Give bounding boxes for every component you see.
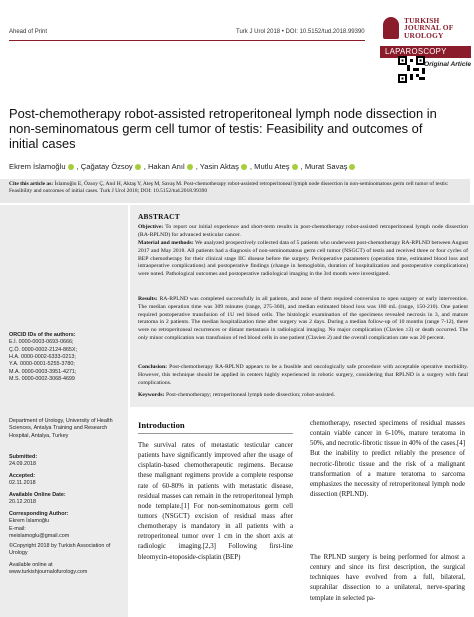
intro-column-1: The survival rates of metastatic testicular cancer patients have significantly improved after the usage of cisplatin-based chemotherapeutic regimens. Because these malignant regimens provide a complete response rate of 60-80% in patients with metastatic disease, residual masses can remain in the retroperitoneal lymph node template.[1] For non-seminomatous germ cell tumors (NSGCT) excision of residual mass after chemotherapy is mandatory in all patients with a retroperitoneal tumor over 1 cm in the short axis at radiologic imaging.[2,3] Following first-line bleomycin-etoposide-cisplatin (BEP): [138, 442, 293, 561]
cite-label: Cite this article as:: [9, 181, 54, 187]
abstract-objective: [138, 224, 468, 240]
logo-line-1: TURKISH: [404, 15, 440, 25]
available-section: [9, 492, 125, 507]
copyright: ©Copyright 2018 by Turkish Association of Urology: [9, 543, 111, 557]
abstract-methods: [138, 240, 468, 279]
ahead-of-print-label: Ahead of Print: [9, 29, 48, 35]
logo-shield-icon: [380, 15, 402, 41]
introduction-rule: [138, 433, 293, 434]
intro-column-2-para-1: chemotherapy, resected specimens of residual masses contain viable cancer in 6-10%, mature teratoma in 50%, and necrotic-fibrotic tissue in 40% of the cases.[4] But the inability to predict reliably the presence of necrotic-fibrotic tissue and the risk of a malignant transformation of a mature teratoma to sarcoma emphasizes the necessity of retroperitoneal lymph node dissection (RPLND).: [310, 420, 465, 498]
submitted-date: 24.09.2018: [9, 461, 36, 468]
orcid-icon[interactable]: [187, 164, 193, 170]
online-label: Available online at: [9, 562, 53, 568]
methods-text: We analyzed prospectively collected data of 5 patients who underwent post-chemotherapy RA-RPLND between August 2017 and May 2018. All patients had a diagnosis of non-seminomatous germ cell tumor (NSGCT) of testis and received three or four cycles of BEP chemotherapy for their clinical stage IIC disease before the surgery. Perioperative parameters (operation time, estimated blood loss and intraoperative complications) and postoperative findings (change in hemoglobin, duration of hospitalization and postoperative complications) were noted. Pathological outcomes and postoperative radiological imaging in the 3rd month were investigated.: [138, 240, 468, 277]
journal-logo: [380, 12, 469, 44]
orcid-icon[interactable]: [241, 164, 247, 170]
cite-text: İslamoğlu E, Özsoy Ç, Anıl H, Aktaş Y, Ateş M, Savaş M. Post-chemotherapy robot-assisted retroperitoneal lymph node dissection in non-seminomatous germ cell tumor of testis: Feasibility and outcomes of initial cases. Turk J Urol 2018; DOI: 10.5152/tud.2018.99390: [9, 181, 449, 195]
author-name: Ekrem İslamoğlu: [9, 162, 66, 171]
abstract-results: [138, 296, 468, 343]
abstract-keywords: [138, 392, 468, 400]
header-rule: [9, 40, 365, 41]
submitted-label: Submitted:: [9, 454, 38, 460]
orcid-line: E.İ. 0000-0003-0693-0666;: [9, 339, 74, 346]
corresponding-label: Corresponding Author:: [9, 511, 69, 517]
online-section: [9, 562, 125, 577]
orcid-icon[interactable]: [292, 164, 298, 170]
orcid-icon[interactable]: [135, 164, 141, 170]
available-date: 20.12.2018: [9, 499, 36, 506]
author-name: Mutlu Ateş: [254, 162, 290, 171]
results-text: RA-RPLND was completed successfully in all patients, and none of them required conversion to open surgery or early intervention. The median operation time was 309 minutes (range, 275-360), and median estimated blood loss was 180 mL (range, 150-210). One patient required postoperative transfusion of 1U red blood cells. The histologic examination of the specimens revealed necrosis in 3, and mature teratoma in 2 patients. The median hospitalization time after surgery was 2 days. During a median follow-up of 10 months (range 7-12), there were no retroperitoneal recurrences or distant metastasis in radiological imaging. No major complication (Clavien ≥3) or death occurred. The only minor complication was transfusion of red blood cells in one patient (Clavien 2) and the overall complication rate was 20 percent.: [138, 296, 469, 341]
article-type: Original Article: [423, 61, 471, 68]
affiliation: Department of Urology, University of Health Sciences, Antalya Training and Research Hospital, Antalya, Turkey: [9, 418, 113, 439]
orcid-heading: ORCID IDs of the authors:: [9, 332, 76, 338]
results-label: Results:: [138, 296, 158, 302]
section-band: LAPAROSCOPY: [380, 46, 471, 58]
methods-label: Material and methods:: [138, 240, 194, 246]
orcid-icon[interactable]: [349, 164, 355, 170]
corresponding-section: [9, 511, 125, 540]
orcid-line: Ç.Ö. 0000-0002-2124-865X;: [9, 346, 78, 353]
introduction-heading: Introduction: [138, 420, 185, 430]
article-title: Post-chemotherapy robot-assisted retroperitoneal lymph node dissection in non-seminomatous germ cell tumor of testis: Feasibility and outcomes of initial cases: [9, 106, 437, 151]
author-name: Hakan Anıl: [147, 162, 185, 171]
corresponding-name: Ekrem İslamoğlu: [9, 518, 50, 525]
orcid-line: M.S. 0000-0002-3068-4699: [9, 376, 75, 383]
logo-line-2: JOURNAL OF: [404, 23, 454, 33]
keywords-label: Keywords:: [138, 392, 165, 398]
conclusion-text: Post-chemotherapy RA-RPLND appears to be a feasible and oncologically safe procedure with acceptable operative morbidity. However, this technique should be applied in centers highly experienced in robotic surgery, considering that RPLND is a surgery with fatal complications.: [138, 364, 468, 386]
author-name: Murat Savaş: [304, 162, 348, 171]
abstract-conclusion: [138, 364, 468, 387]
email-label: E-mail:: [9, 525, 26, 532]
author-name: Çağatay Özsoy: [80, 162, 133, 171]
author-list: Ekrem İslamoğlu , Çağatay Özsoy , Hakan Anıl , Yasin Aktaş , Mutlu Ateş , Murat Savaş: [9, 162, 469, 171]
intro-column-2-para-2: The RPLND surgery is being performed for almost a century and since its first description, the surgical techniques have evolved from a full, bilateral, suprahilar dissection to a unilateral, nerve-sparing template in selected pa-: [310, 554, 465, 602]
orcid-icon[interactable]: [68, 164, 74, 170]
conclusion-label: Conclusion:: [138, 364, 168, 370]
available-label: Available Online Date:: [9, 492, 66, 498]
submitted-section: [9, 454, 125, 469]
keywords-text: Post-chemotherapy; retroperitoneal lymph node dissection; robot-assisted.: [165, 392, 335, 398]
objective-label: Objective:: [138, 224, 164, 230]
cite-box: [0, 179, 470, 203]
accepted-date: 02.11.2018: [9, 480, 36, 487]
orcid-section: [9, 332, 125, 383]
orcid-line: M.A. 0000-0003-3951-4271;: [9, 368, 77, 375]
abstract-heading: ABSTRACT: [138, 212, 180, 221]
accepted-label: Accepted:: [9, 473, 36, 479]
accepted-section: [9, 473, 125, 488]
journal-url-link[interactable]: www.turkishjournalofurology.com: [9, 569, 88, 576]
objective-text: To report our initial experience and short-term results in post-chemotherapy robot-assisted retroperitoneal lymph node dissection (RA-RPLND) for advanced testicular cancer.: [138, 224, 468, 238]
author-name: Yasin Aktaş: [199, 162, 239, 171]
orcid-line: H.A. 0000-0002-6333-0213;: [9, 354, 76, 361]
orcid-line: Y.A. 0000-0001-5255-3780;: [9, 361, 75, 368]
email-link[interactable]: meislamoglu@gmail.com: [9, 533, 70, 540]
journal-citation-header: Turk J Urol 2018 • DOI: 10.5152/tud.2018.99390: [236, 29, 365, 35]
logo-line-3: UROLOGY: [404, 30, 444, 40]
